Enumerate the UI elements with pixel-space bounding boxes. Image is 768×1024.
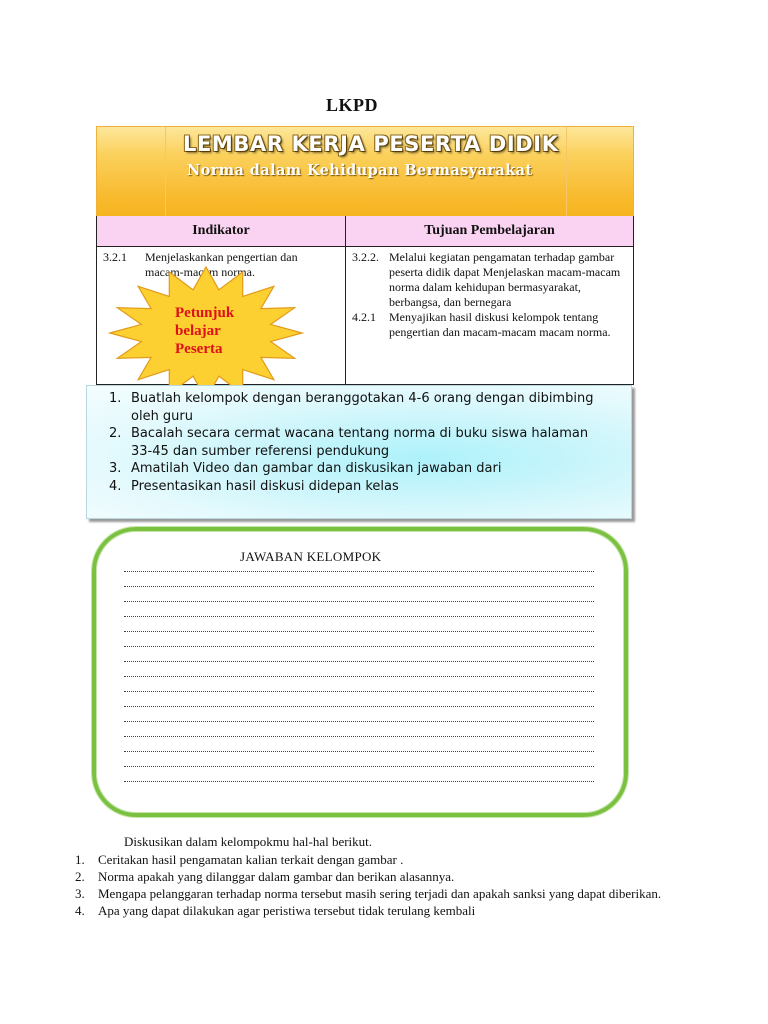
discussion-questions (75, 851, 675, 919)
answer-line[interactable] (124, 696, 594, 707)
instruction-text: Bacalah secara cermat wacana tentang norma di buku siswa halaman 33-45 dan sumber referensi pendukung (131, 426, 589, 459)
answer-line[interactable] (124, 606, 594, 617)
answer-line[interactable] (124, 561, 594, 572)
answer-line[interactable] (124, 741, 594, 752)
answer-line[interactable] (124, 591, 594, 602)
instructions-box (86, 385, 632, 519)
answer-line[interactable] (124, 576, 594, 587)
indikator-number: 3.2.1 (103, 250, 127, 264)
answer-line[interactable] (124, 756, 594, 767)
question-number: 3. (75, 886, 85, 901)
instruction-text: Presentasikan hasil diskusi didepan kelas (131, 478, 399, 494)
instruction-item (109, 390, 609, 425)
banner-left-column (97, 127, 166, 217)
instruction-text: Amatilah Video dan gambar dan diskusikan jawaban dari (131, 461, 502, 476)
instruction-item (109, 425, 609, 460)
instruction-number: 2. (109, 426, 122, 441)
tujuan-number: 4.2.1 (352, 310, 376, 324)
answer-line[interactable] (124, 771, 594, 782)
banner-title: LEMBAR KERJA PESERTA DIDIK (183, 132, 559, 156)
question-number: 2. (75, 869, 85, 884)
question-item (75, 902, 675, 919)
banner-subtitle: Norma dalam Kehidupan Bermasyarakat (187, 162, 533, 179)
answer-line[interactable] (124, 711, 594, 722)
banner-right-column (566, 127, 633, 217)
tujuan-cell (352, 250, 630, 340)
header-banner (96, 126, 634, 218)
question-item (75, 868, 675, 885)
tujuan-item (352, 310, 630, 340)
question-number: 4. (75, 903, 85, 918)
answer-line[interactable] (124, 651, 594, 662)
answer-line[interactable] (124, 666, 594, 677)
starburst-line: Petunjuk (175, 305, 235, 321)
header-indikator: Indikator (97, 216, 345, 247)
starburst-label (175, 304, 275, 358)
instruction-number: 4. (109, 478, 122, 494)
instruction-number: 3. (109, 461, 122, 476)
indikator-text: Menjelaskankan pengertian dan macam-macam norma. (145, 250, 298, 279)
instructions-list (109, 390, 609, 495)
answer-line[interactable] (124, 636, 594, 647)
question-text: Ceritakan hasil pengamatan kalian terkait dengan gambar . (98, 852, 404, 867)
question-item (75, 851, 675, 868)
instruction-number: 1. (109, 391, 122, 406)
tujuan-text: Melalui kegiatan pengamatan terhadap gambar peserta didik dapat Menjelaskan macam-macam norma dalam kehidupan bermasyarakat, berbangsa, dan bernegara (389, 250, 621, 309)
header-tujuan: Tujuan Pembelajaran (346, 216, 633, 247)
answer-line[interactable] (124, 726, 594, 737)
instruction-item (109, 460, 609, 478)
question-item (75, 885, 675, 902)
answer-line[interactable] (124, 681, 594, 692)
question-number: 1. (75, 852, 85, 867)
answer-box (92, 527, 628, 817)
tujuan-item (352, 250, 630, 310)
discussion-intro: Diskusikan dalam kelompokmu hal-hal berikut. (124, 834, 373, 849)
starburst-line: Peserta (175, 341, 223, 357)
answer-line[interactable] (124, 621, 594, 632)
instruction-text: Buatlah kelompok dengan beranggotakan 4-6 orang dengan dibimbing oleh guru (131, 391, 594, 424)
tujuan-text: Menyajikan hasil diskusi kelompok tentang pengertian dan macam-macam macam norma. (389, 310, 611, 339)
document-title: LKPD (325, 95, 378, 115)
answer-title: JAWABAN KELOMPOK (240, 549, 382, 564)
tujuan-number: 3.2.2. (352, 250, 379, 264)
starburst-line: belajar (175, 323, 221, 339)
question-text: Norma apakah yang dilanggar dalam gambar dan berikan alasannya. (98, 869, 455, 884)
question-text: Mengapa pelanggaran terhadap norma tersebut masih sering terjadi dan apakah sanksi yang dapat diberikan. (98, 886, 662, 901)
question-text: Apa yang dapat dilakukan agar peristiwa tersebut tidak terulang kembali (98, 903, 476, 918)
instruction-item (109, 478, 609, 496)
